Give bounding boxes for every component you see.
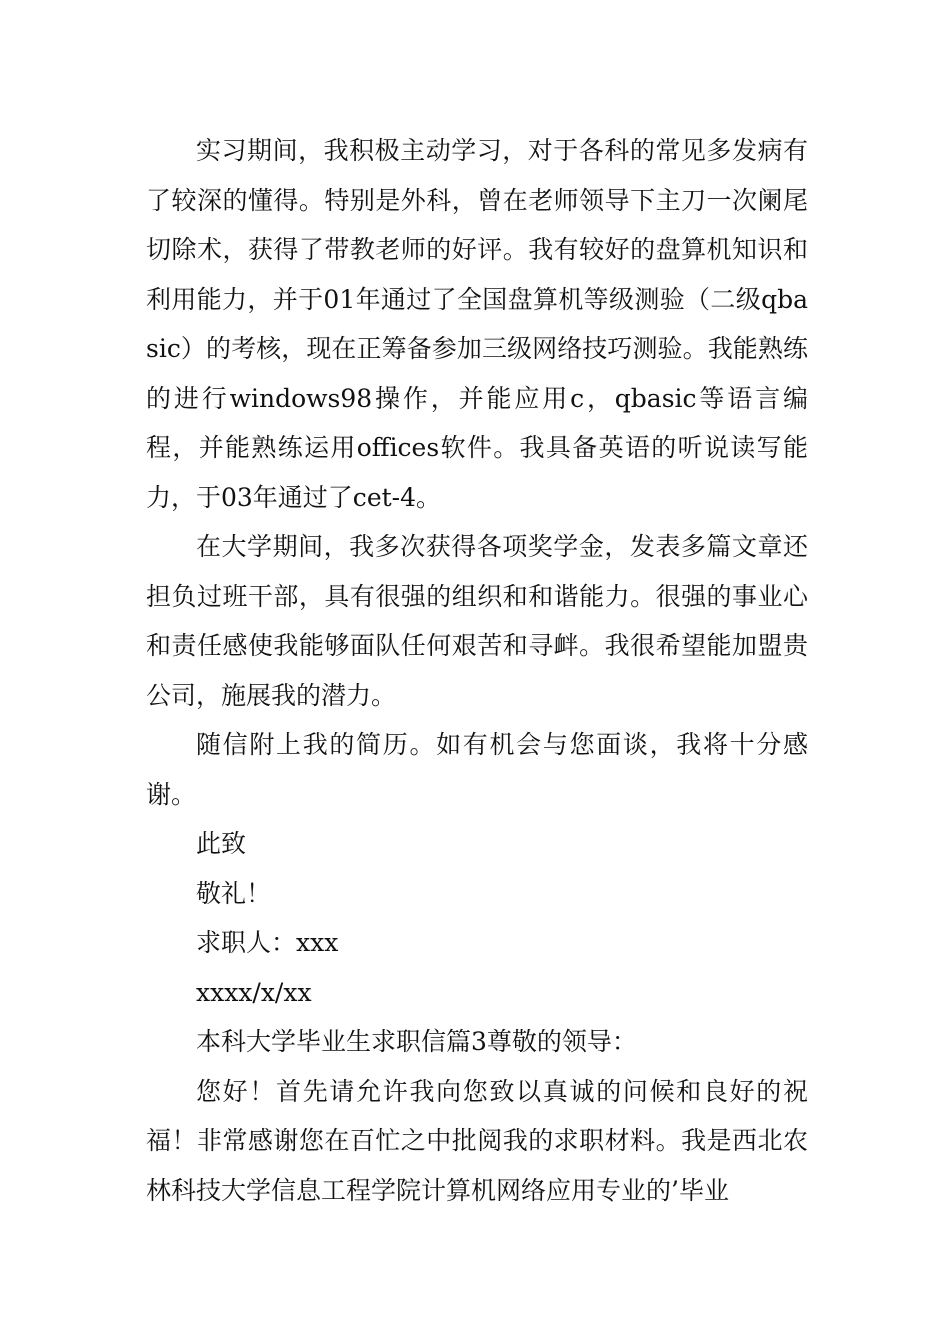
signature-applicant: 求职人：xxx <box>196 928 339 957</box>
closing-jingli: 敬礼！ <box>196 878 272 908</box>
paragraph-greeting: 您好！首先请允许我向您致以真诚的问候和良好的祝福！非常感谢您在百忙之中批阅我的求职材料。我是西北农林科技大学信息工程学院计算机网络应用专业的’毕业 <box>146 1076 808 1205</box>
paragraph-resume-attached: 随信附上我的简历。如有机会与您面谈，我将十分感谢。 <box>146 730 808 809</box>
signature-date: xxxx/x/xx <box>196 977 312 1007</box>
closing-cizhi: 此致 <box>196 829 247 858</box>
section-heading-letter-3: 本科大学毕业生求职信篇3尊敬的领导： <box>196 1027 637 1056</box>
paragraph-university: 在大学期间，我多次获得各项奖学金，发表多篇文章还担负过班干部，具有很强的组织和和谐能力。很强的事业心和责任感使我能够面队任何艰苦和寻衅。我很希望能加盟贵公司，施展我的潜力。 <box>146 532 808 710</box>
paragraph-internship: 实习期间，我积极主动学习，对于各科的常见多发病有了较深的懂得。特别是外科，曾在老师领导下主刀一次阑尾切除术，获得了带教老师的好评。我有较好的盘算机知识和利用能力，并于01年通过了全国盘算机等级测验（二级qbasic）的考核，现在正筹备参加三级网络技巧测验。我能熟练的进行windows98操作，并能应用c，qbasic等语言编程，并能熟练运用offices软件。我具备英语的听说读写能力，于03年通过了cet-4。 <box>146 136 808 512</box>
document-body <box>146 126 808 1215</box>
